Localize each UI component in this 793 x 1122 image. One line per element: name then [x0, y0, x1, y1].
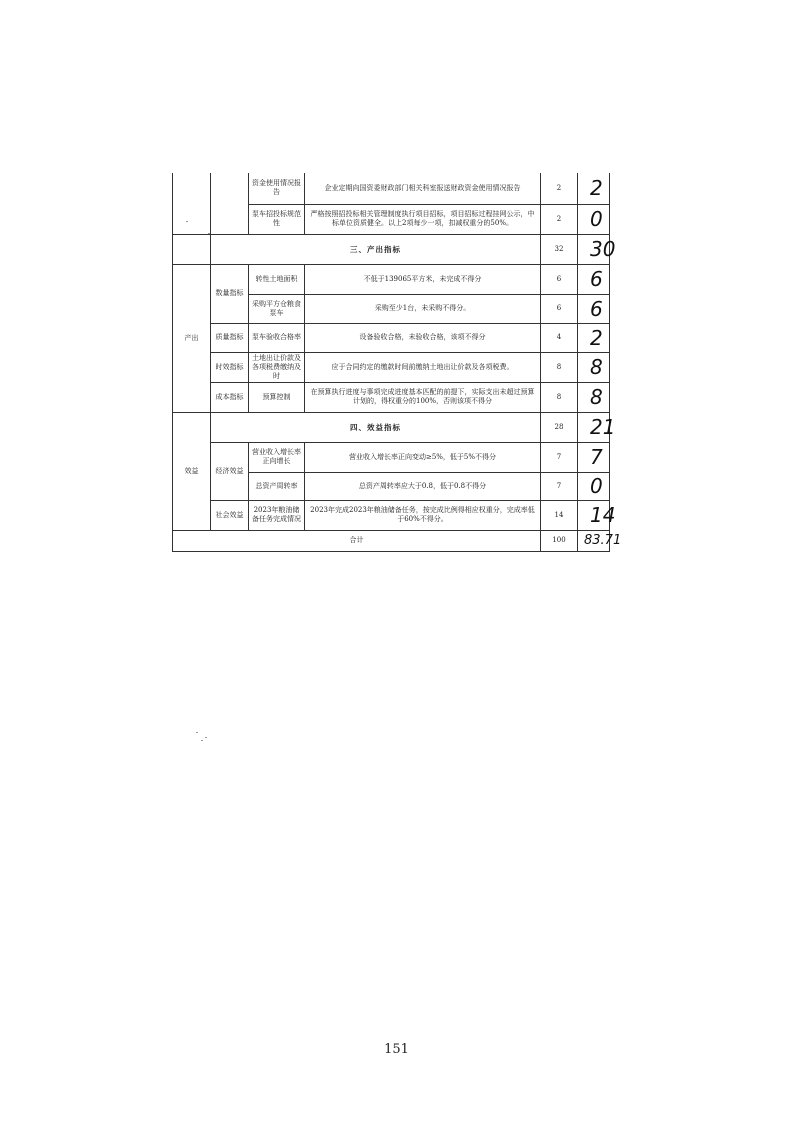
- handwritten-score: 6: [578, 264, 610, 294]
- weight-cell: 2: [541, 204, 578, 234]
- scan-speck: [208, 233, 210, 234]
- sub-category-cell: 质量指标: [211, 323, 249, 352]
- indicator-cell: 资金使用情况报告: [249, 173, 305, 204]
- indicator-cell: 2023年粮油储备任务完成情况: [249, 500, 305, 530]
- weight-cell: 6: [541, 294, 578, 323]
- section-title: 三、产出指标: [211, 234, 541, 264]
- evaluation-table: [172, 173, 622, 552]
- sub-category-cell: 成本指标: [211, 382, 249, 412]
- weight-cell: 8: [541, 352, 578, 382]
- total-label: 合计: [173, 530, 541, 551]
- table-row: [173, 264, 610, 294]
- table-row: [173, 323, 610, 352]
- handwritten-score: 2: [578, 173, 610, 204]
- weight-cell: 2: [541, 173, 578, 204]
- handwritten-score: 30: [578, 234, 610, 264]
- handwritten-score: 6: [578, 294, 610, 323]
- handwritten-score: 0: [578, 204, 610, 234]
- category-cell: 产出: [173, 264, 211, 412]
- section-row: [173, 234, 610, 264]
- section-row: [173, 412, 610, 442]
- weight-cell: 4: [541, 323, 578, 352]
- section-title: 四、效益指标: [211, 412, 541, 442]
- handwritten-score: 8: [578, 352, 610, 382]
- handwritten-score: 21: [578, 412, 610, 442]
- page-number: 151: [384, 1042, 409, 1057]
- table-row: [173, 442, 610, 472]
- sub-category-cell: 数量指标: [211, 264, 249, 323]
- handwritten-score: 2: [578, 323, 610, 352]
- scan-speck: [186, 221, 188, 222]
- weight-cell: 8: [541, 382, 578, 412]
- indicator-cell: 营业收入增长率正向增长: [249, 442, 305, 472]
- table-row: [173, 382, 610, 412]
- criterion-cell: 在预算执行进度与事项完成进度基本匹配的前提下，实际支出未超过预算计划的，得权重分的100%，否则该项不得分: [305, 382, 541, 412]
- scan-speck: [201, 740, 203, 741]
- indicator-cell: 预算控制: [249, 382, 305, 412]
- indicator-cell: 土地出让价款及各项税费缴纳及时: [249, 352, 305, 382]
- handwritten-score: 7: [578, 442, 610, 472]
- table-row: [173, 352, 610, 382]
- scan-speck: [205, 737, 207, 738]
- weight-cell: 32: [541, 234, 578, 264]
- handwritten-score: 0: [578, 472, 610, 500]
- weight-cell: 28: [541, 412, 578, 442]
- table-row: [173, 173, 610, 204]
- weight-cell: 7: [541, 442, 578, 472]
- category-cell-continued: [173, 173, 211, 234]
- sub-category-cell: 社会效益: [211, 500, 249, 530]
- criterion-cell: 采购至少1台，未采购不得分。: [305, 294, 541, 323]
- criterion-cell: 严格按照招投标相关管理制度执行项目招标，项目招标过程挂网公示，中标单位资质健全。以上2项每少一项，扣减权重分的50%。: [305, 204, 541, 234]
- sub-category-cell: 经济效益: [211, 442, 249, 500]
- criterion-cell: 营业收入增长率正向变动≥5%，低于5%不得分: [305, 442, 541, 472]
- blank-cell: [173, 234, 211, 264]
- handwritten-total-score: 83.71: [578, 530, 610, 551]
- sub-category-cell: 时效指标: [211, 352, 249, 382]
- table-row: [173, 500, 610, 530]
- weight-cell: 14: [541, 500, 578, 530]
- sub-category-cell-continued: [211, 173, 249, 234]
- criterion-cell: 总资产周转率应大于0.8，低于0.8不得分: [305, 472, 541, 500]
- scan-speck: [196, 732, 198, 733]
- weight-cell: 7: [541, 472, 578, 500]
- total-row: [173, 530, 610, 551]
- criterion-cell: 设备验收合格，未验收合格，该项不得分: [305, 323, 541, 352]
- indicator-cell: 转性土地面积: [249, 264, 305, 294]
- weight-cell: 6: [541, 264, 578, 294]
- handwritten-score: 14: [578, 500, 610, 530]
- indicator-cell: 泵车验收合格率: [249, 323, 305, 352]
- indicator-cell: 泵车招投标规范性: [249, 204, 305, 234]
- indicator-cell: 总资产周转率: [249, 472, 305, 500]
- criterion-cell: 企业定期向国资委财政部门相关科室报送财政资金使用情况报告: [305, 173, 541, 204]
- total-weight: 100: [541, 530, 578, 551]
- category-cell: 效益: [173, 412, 211, 530]
- criterion-cell: 应于合同约定的缴款时间前缴纳土地出让价款及各项税费。: [305, 352, 541, 382]
- indicator-cell: 采购平方仓粮食泵车: [249, 294, 305, 323]
- handwritten-score: 8: [578, 382, 610, 412]
- criterion-cell: 2023年完成2023年粮油储备任务，按完成比例得相应权重分，完成率低于60%不得分。: [305, 500, 541, 530]
- criterion-cell: 不低于139065平方米，未完成不得分: [305, 264, 541, 294]
